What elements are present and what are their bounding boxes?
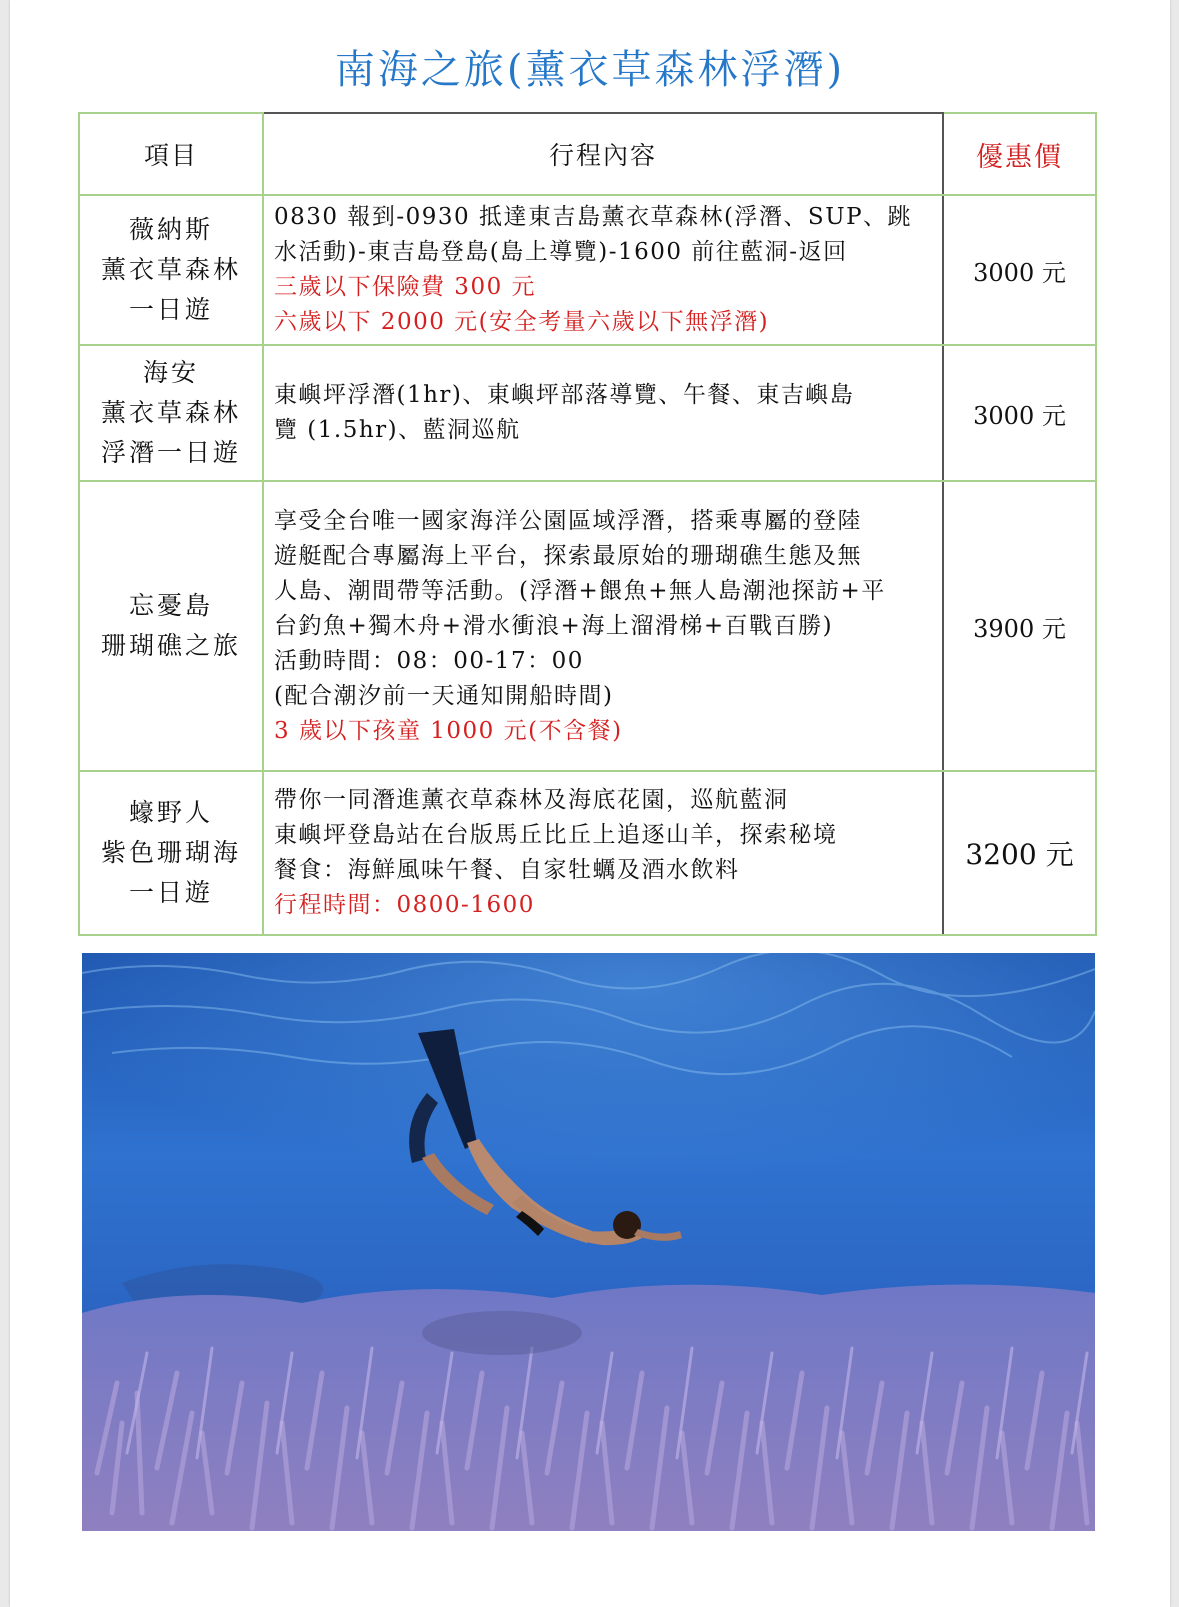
- coral-field: [82, 1284, 1095, 1531]
- tour-description-cell: [263, 481, 943, 771]
- tour-name-line: 一日遊: [128, 295, 213, 324]
- tour-name-cell: [79, 771, 263, 935]
- tour-name-line: 薰衣草森林: [100, 255, 241, 284]
- header-price: 優惠價: [943, 113, 1096, 195]
- tour-name-line: 紫色珊瑚海: [100, 838, 241, 867]
- description-line: 人島、潮間帶等活動。(浮潛+餵魚+無人島潮池探訪+平: [274, 577, 886, 604]
- tour-name-cell: [79, 345, 263, 481]
- ocean-illustration: [82, 953, 1095, 1531]
- price-cell: 3000 元: [943, 195, 1096, 345]
- tour-name-line: 蠔野人: [128, 798, 213, 827]
- price-cell: 3200 元: [943, 771, 1096, 935]
- description-line: 帶你一同潛進薰衣草森林及海底花園，巡航藍洞: [274, 787, 789, 813]
- tour-name-line: 薇納斯: [128, 215, 213, 244]
- document-page: [10, 0, 1170, 1607]
- description-line: 東嶼坪登島站在台版馬丘比丘上追逐山羊，探索秘境: [274, 822, 838, 848]
- tour-description-cell: [263, 771, 943, 935]
- description-line: (配合潮汐前一天通知開船時間): [274, 682, 614, 709]
- table-row: [79, 345, 1096, 481]
- description-note: 3 歲以下孩童 1000 元(不含餐): [274, 717, 623, 744]
- page-title: 南海之旅(薰衣草森林浮潛): [334, 47, 846, 93]
- description-line: 水活動)-東吉島登島(島上導覽)-1600 前往藍洞-返回: [274, 239, 848, 265]
- description-line: 享受全台唯一國家海洋公園區域浮潛，搭乘專屬的登陸: [274, 507, 862, 534]
- tour-name-line: 忘憂島: [128, 591, 213, 620]
- header-item: 項目: [79, 113, 263, 195]
- description-line: 覽 (1.5hr)、藍洞巡航: [274, 417, 521, 443]
- tour-name-line: 浮潛一日遊: [100, 438, 241, 467]
- table-row: [79, 481, 1096, 771]
- description-note: 行程時間：0800-1600: [274, 892, 535, 918]
- description-line: 台釣魚+獨木舟+滑水衝浪+海上溜滑梯+百戰百勝): [274, 612, 834, 639]
- surface-light: [82, 953, 1095, 1273]
- tour-description-cell: [263, 195, 943, 345]
- description-note: 六歲以下 2000 元(安全考量六歲以下無浮潛): [274, 309, 770, 335]
- description-line: 餐食：海鮮風味午餐、自家牡蠣及酒水飲料: [274, 857, 740, 883]
- tour-name-line: 薰衣草森林: [100, 398, 241, 427]
- tour-description-cell: [263, 345, 943, 481]
- table-header-row: [79, 113, 1096, 195]
- underwater-snorkel-photo: [82, 953, 1095, 1531]
- coral-shadow: [422, 1311, 582, 1355]
- tour-name-line: 海安: [142, 358, 199, 387]
- table-row: [79, 195, 1096, 345]
- description-line: 遊艇配合專屬海上平台，探索最原始的珊瑚礁生態及無: [274, 542, 862, 569]
- description-line: 東嶼坪浮潛(1hr)、東嶼坪部落導覽、午餐、東吉嶼島: [274, 382, 855, 408]
- tour-price-table: [78, 112, 1097, 936]
- tour-name-line: 珊瑚礁之旅: [100, 631, 241, 660]
- header-content: 行程內容: [263, 113, 943, 195]
- description-line: 活動時間：08：00-17：00: [274, 647, 584, 674]
- tour-name-cell: [79, 195, 263, 345]
- tour-name-cell: [79, 481, 263, 771]
- table-row: [79, 771, 1096, 935]
- description-note: 三歲以下保險費 300 元: [274, 274, 537, 300]
- price-cell: 3900 元: [943, 481, 1096, 771]
- tour-name-line: 一日遊: [128, 878, 213, 907]
- description-line: 0830 報到-0930 抵達東吉島薰衣草森林(浮潛、SUP、跳: [274, 204, 913, 230]
- price-cell: 3000 元: [943, 345, 1096, 481]
